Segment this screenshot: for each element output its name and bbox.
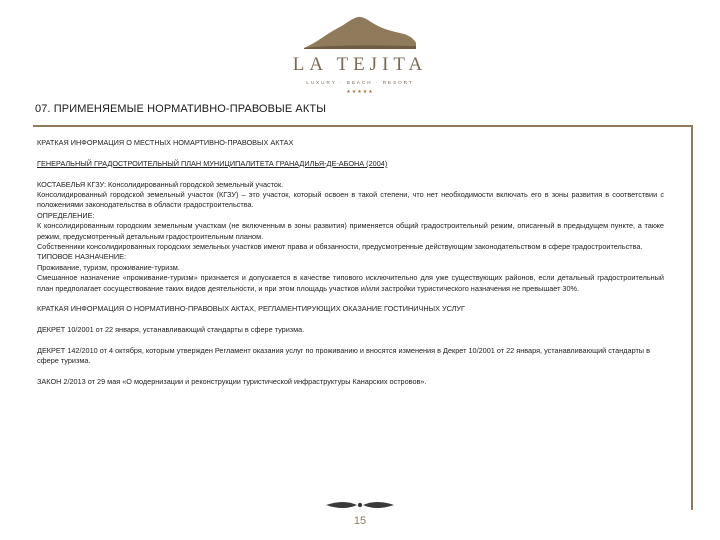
brand-name: LA TEJITA (292, 54, 428, 75)
star-rating: ★★★★★ (346, 89, 374, 95)
decree-142-2010: ДЕКРЕТ 142/2010 от 4 октября, которым утвержден Регламент оказания услуг по проживанию и вносятся изменения в Декрет 10/2001 от 22 января, устанавливающий стандарты в сфере туризма. (37, 346, 650, 366)
law-2-2013: ЗАКОН 2/2013 от 29 мая «О модернизации и реконструкции туристической инфраструктуры Канарских островов». (37, 377, 427, 387)
brand-tagline: LUXURY · BEACH · RESORT (306, 80, 414, 85)
paragraph-purpose-label: ТИПОВОЕ НАЗНАЧЕНИЕ: (37, 252, 126, 262)
local-acts-title: КРАТКАЯ ИНФОРМАЦИЯ О МЕСТНЫХ НОМАРТИВНО-ПРАВОВЫХ АКТАХ (37, 138, 294, 147)
paragraph-regime: К консолидированным городским земельным участкам (не включенным в зоны развития) применяется общий градостроительный режим, описанный в предыдущем пункте, а также режим, предусмотренный детальным градостроительным планом. (37, 221, 664, 241)
decree-10-2001: ДЕКРЕТ 10/2001 от 22 января, устанавливающий стандарты в сфере туризма. (37, 325, 305, 335)
paragraph-mixed-use: Смешанное назначение «проживание-туризм» признается и допускается в качестве типового исключительно для уже существующих районов, если детальный градостроительный план предполагает сосуществование таких видов деятельности, и при этом площадь участков и/или застройки туристического назначения не превышает 30%. (37, 273, 664, 293)
ornament-divider-icon (324, 498, 396, 512)
hotel-acts-title: КРАТКАЯ ИНФОРМАЦИЯ О НОРМАТИВНО-ПРАВОВЫХ АКТАХ, РЕГЛАМЕНТИРУЮЩИХ ОКАЗАНИЕ ГОСТИНИЧНЫХ УСЛУГ (37, 304, 466, 314)
section-heading: 07. ПРИМЕНЯЕМЫЕ НОРМАТИВНО-ПРАВОВЫЕ АКТЫ (35, 103, 327, 115)
paragraph-purpose: Проживание, туризм, проживание-туризм. (37, 262, 180, 272)
page-number: 15 (353, 515, 367, 527)
content-body (37, 138, 664, 388)
paragraph-kgzu-definition: Консолидированный городской земельный участок (КГЗУ) – это участок, который освоен в такой степени, что нет необходимости включать его в зоны развития в соответствии с положениями законодательства в области градостроительства. (37, 190, 664, 210)
paragraph-definition-label: ОПРЕДЕЛЕНИЕ: (37, 210, 95, 220)
la-tejita-logo (286, 12, 434, 98)
paragraph-kgzu: КОСТАБЕЛЬЯ КГЗУ: Консолидированный городской земельный участок. (37, 179, 284, 189)
general-plan-title: ГЕНЕРАЛЬНЫЙ ГРАДОСТРОИТЕЛЬНЫЙ ПЛАН МУНИЦИПАЛИТЕТА ГРАНАДИЛЬЯ-ДЕ-АБОНА (2004) (37, 158, 388, 168)
paragraph-owners: Собственники консолидированных городских земельных участков имеют права и обязанности, предусмотренные действующим законодательством в сфере градостроительства. (37, 242, 643, 252)
mountain-logo-icon (300, 12, 420, 52)
